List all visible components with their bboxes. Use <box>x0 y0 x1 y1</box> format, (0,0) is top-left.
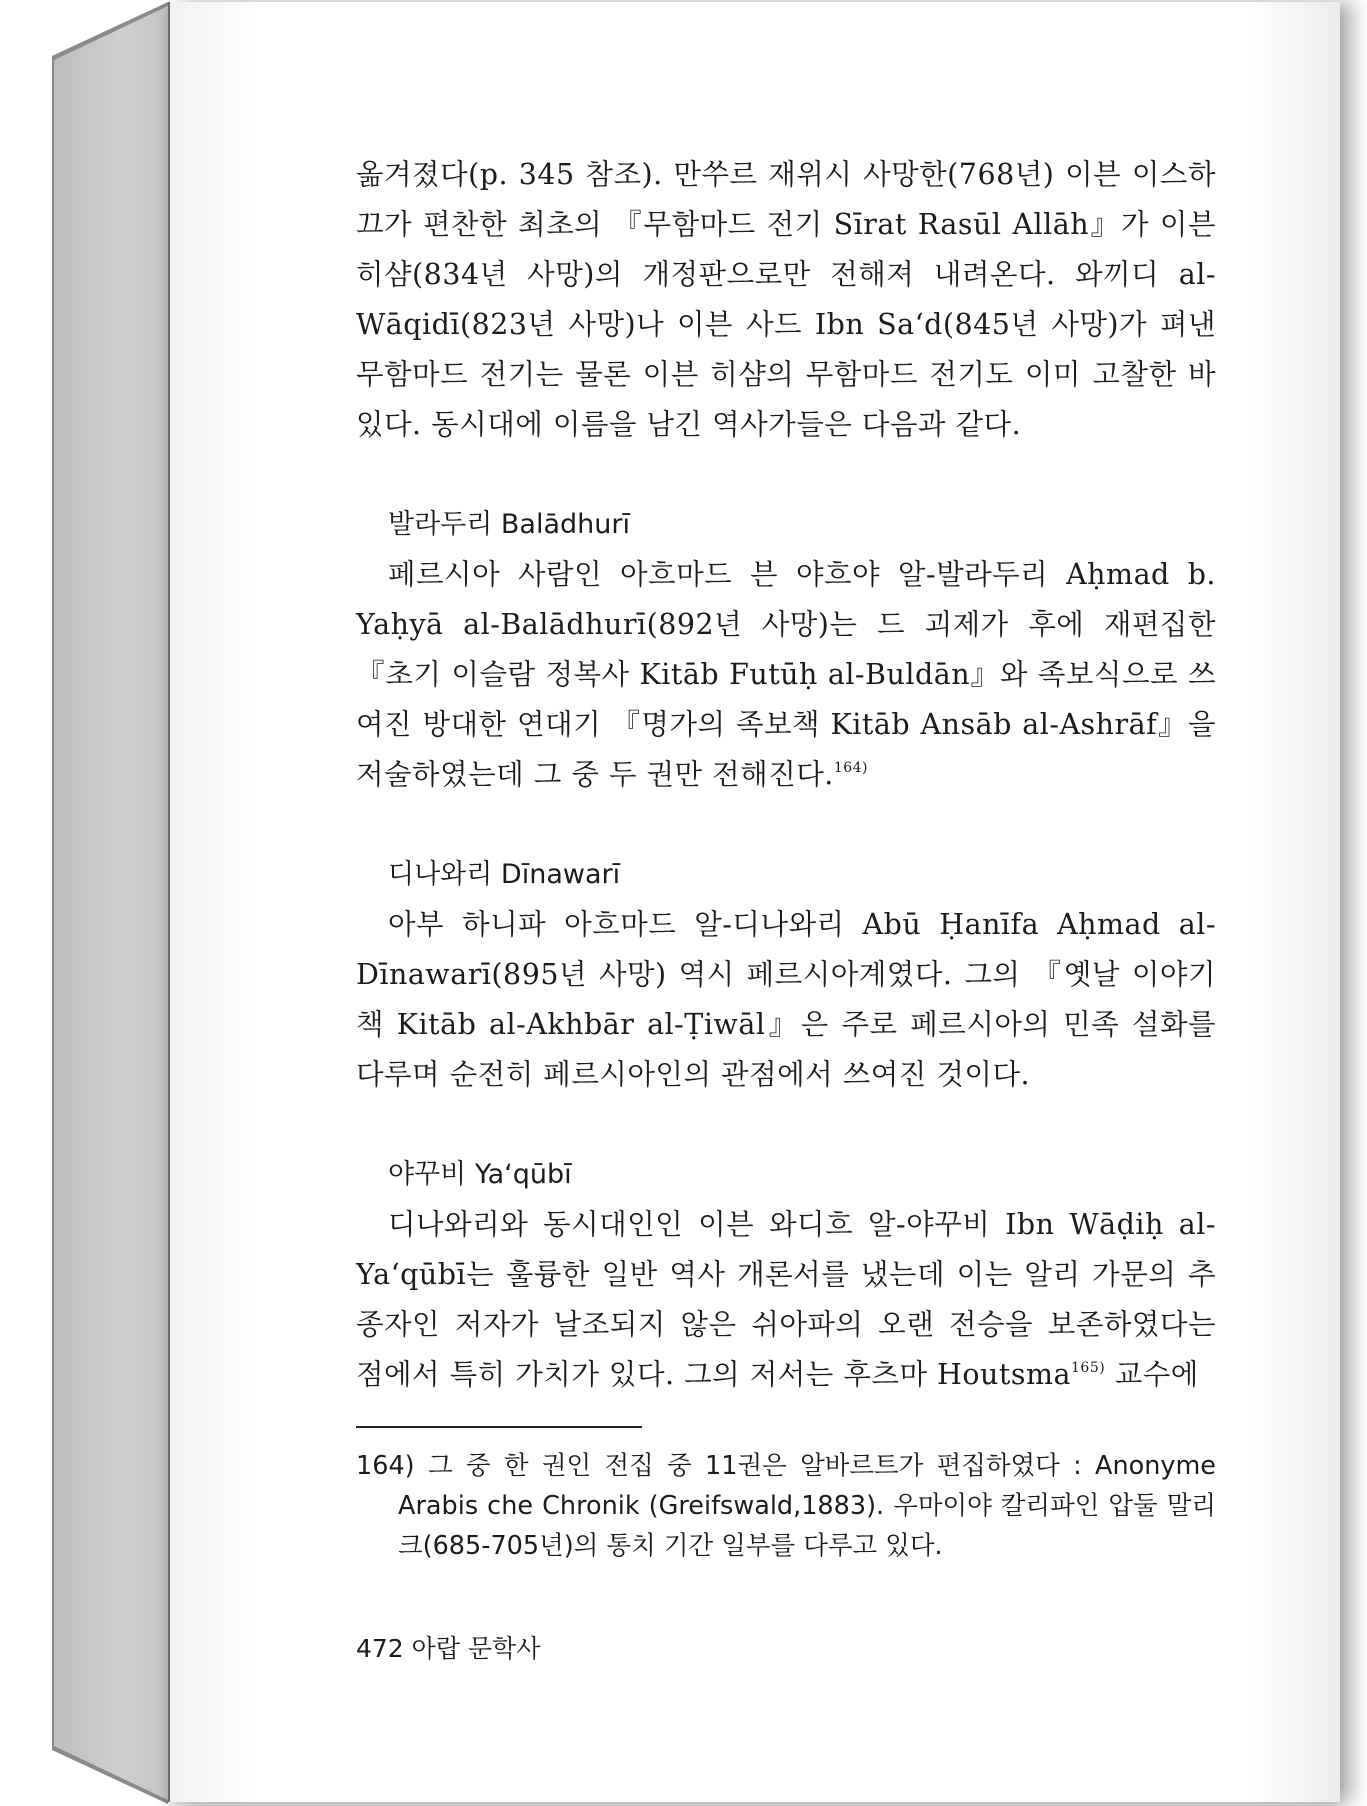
intro-paragraph: 옮겨졌다(p. 345 참조). 만쑤르 재위시 사망한(768년) 이븐 이스하끄가 편찬한 최초의 『무함마드 전기 Sīrat Rasūl Allāh』가 이븐 히샴(834년 사망)의 개정판으로만 전해져 내려온다. 와끼디 al-Wāqidī(823년 사망)나 이븐 사드 Ibn Sa‘d(845년 사망)가 펴낸 무함마드 전기는 물론 이븐 히샴의 무함마드 전기도 이미 고찰한 바 있다. 동시대에 이름을 남긴 역사가들은 다음과 같다. <box>356 158 1216 441</box>
page-content <box>356 150 1216 1566</box>
section-gap <box>356 450 1216 500</box>
page-footer: 472 아랍 문학사 <box>356 1634 541 1663</box>
section-text-yaqubi <box>356 1200 1216 1400</box>
section-heading-yaqubi: 야꾸비 Ya‘qūbī <box>388 1159 572 1190</box>
section-heading-baladhuri: 발라두리 Balādhurī <box>388 509 630 540</box>
footnote-ref-165[interactable]: 165) <box>1071 1360 1106 1376</box>
section-text: 페르시아 사람인 아흐마드 븐 야흐야 알-발라두리 Aḥmad b. Yaḥyā al-Balādhurī(892년 사망)는 드 괴제가 후에 재편집한 『초기 이슬람 정복사 Kitāb Futūḥ al-Buldān』와 족보식으로 쓰여진 방대한 연대기 『명가의 족보책 Kitāb Ansāb al-Ashrāf』을 저술하였는데 그 중 두 권만 전해진다. <box>356 558 1216 791</box>
book-spine <box>52 0 168 1806</box>
footnote-164: 164) 그 중 한 권인 전집 중 11권은 알바르트가 편집하였다 : Anonyme Arabis che Chronik (Greifswald,1883). 우마이야 칼리파인 압둘 말리크(685-705년)의 통치 기간 일부를 다루고 있다. <box>356 1451 1216 1561</box>
book-page <box>168 2 1340 1802</box>
section-text-baladhuri <box>356 550 1216 800</box>
section-text-dinawari: 아부 하니파 아흐마드 알-디나와리 Abū Ḥanīfa Aḥmad al-Dīnawarī(895년 사망) 역시 페르시아계였다. 그의 『옛날 이야기 책 Kitāb al-Akhbār al-Ṭiwāl』은 주로 페르시아의 민족 설화를 다루며 순전히 페르시아인의 관점에서 쓰여진 것이다. <box>356 908 1216 1091</box>
section-heading-dinawari: 디나와리 Dīnawarī <box>388 859 621 890</box>
footnote-divider <box>356 1426 642 1428</box>
section-text: 디나와리와 동시대인인 이븐 와디흐 알-야꾸비 Ibn Wāḍiḥ al-Ya‘qūbī는 훌륭한 일반 역사 개론서를 냈는데 이는 알리 가문의 추종자인 저자가 날조되지 않은 쉬아파의 오랜 전승을 보존하였다는 점에서 특히 가치가 있다. 그의 저서는 후츠마 Houtsma <box>356 1208 1216 1391</box>
section-gap <box>356 800 1216 850</box>
section-gap <box>356 1100 1216 1150</box>
section-text: 교수에 <box>1105 1358 1199 1391</box>
footnote-ref-164[interactable]: 164) <box>833 760 869 776</box>
